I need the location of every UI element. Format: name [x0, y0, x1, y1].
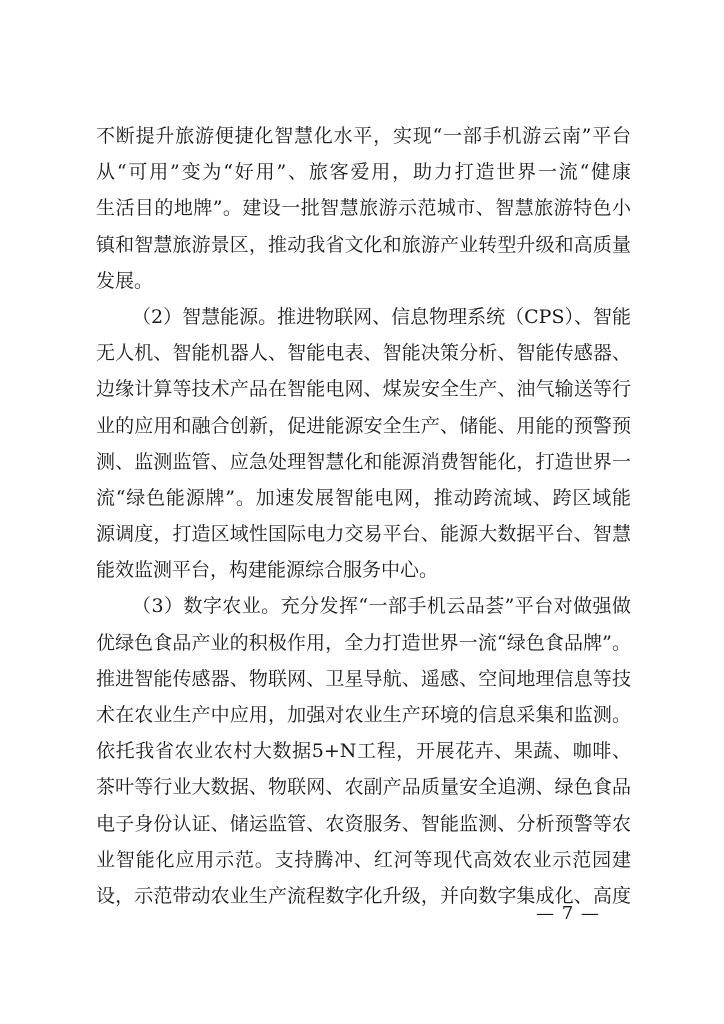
text-line: 发展。 — [96, 269, 154, 292]
text-line: 术在农业生产中应用，加强对农业生产环境的信息采集和监测。 — [96, 704, 631, 726]
text-line: 业智能化应用示范。支持腾冲、红河等现代高效农业示范园建 — [96, 848, 631, 871]
text-line: 生活目的地牌”。建设一批智慧旅游示范城市、智慧旅游特色小 — [96, 197, 631, 220]
text-line: 镇和智慧旅游景区，推动我省文化和旅游产业转型升级和高质量 — [96, 233, 631, 256]
text-line: 电子身份认证、储运监管、农资服务、智能监测、分析预警等农 — [96, 812, 631, 835]
text-line: 从“可用”变为“好用”、旅客爱用，助力打造世界一流“健康 — [96, 161, 631, 184]
text-line: 边缘计算等技术产品在智能电网、煤炭安全生产、油气输送等行 — [96, 378, 631, 401]
text-line: 业的应用和融合创新，促进能源安全生产、储能、用能的预警预 — [96, 414, 631, 437]
text-line: 能效监测平台，构建能源综合服务中心。 — [96, 559, 439, 582]
text-line: 源调度，打造区域性国际电力交易平台、能源大数据平台、智慧 — [96, 523, 631, 546]
text-line: 不断提升旅游便捷化智慧化水平，实现“一部手机游云南”平台 — [96, 125, 631, 147]
text-line: 优绿色食品产业的积极作用，全力打造世界一流“绿色食品牌”。 — [96, 631, 631, 654]
text-line: 测、监测监管、应急处理智慧化和能源消费智能化，打造世界一 — [96, 450, 631, 473]
body-text — [96, 118, 631, 914]
text-line: 流“绿色能源牌”。加速发展智能电网，推动跨流域、跨区域能 — [96, 486, 631, 509]
text-line: （3）数字农业。充分发挥“一部手机云品荟”平台对做强做 — [132, 595, 631, 618]
text-line: 无人机、智能机器人、智能电表、智能决策分析、智能传感器、 — [96, 342, 631, 365]
page-number: — 7 — — [536, 903, 600, 924]
text-line: 设，示范带动农业生产流程数字化升级，并向数字集成化、高度 — [96, 884, 631, 907]
text-line: （2）智慧能源。推进物联网、信息物理系统（CPS）、智能 — [132, 305, 631, 328]
text-line: 依托我省农业农村大数据5+N工程，开展花卉、果蔬、咖啡、 — [96, 740, 631, 763]
text-line: 推进智能传感器、物联网、卫星导航、遥感、空间地理信息等技 — [96, 667, 631, 690]
text-line: 茶叶等行业大数据、物联网、农副产品质量安全追溯、绿色食品 — [96, 776, 631, 799]
